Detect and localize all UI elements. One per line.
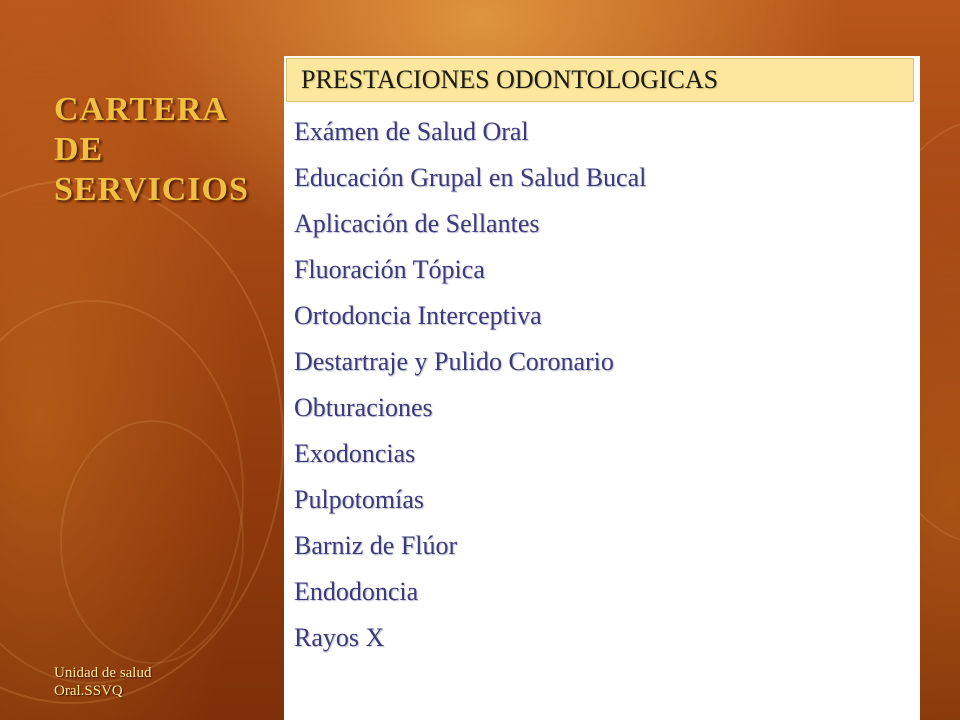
service-item: Pulpotomías — [294, 485, 425, 514]
service-item: Educación Grupal en Salud Bucal — [294, 163, 647, 192]
background-swirl — [60, 420, 244, 664]
service-item: Rayos X — [294, 623, 385, 652]
services-panel — [284, 56, 920, 720]
services-header — [286, 58, 914, 102]
service-item: Fluoración Tópica — [294, 255, 485, 284]
service-item: Endodoncia — [294, 577, 419, 606]
service-item: Exodoncias — [294, 439, 416, 468]
footer-text: Unidad de salud Oral.SSVQ — [54, 665, 152, 699]
service-item: Destartraje y Pulido Coronario — [294, 347, 614, 376]
service-item: Obturaciones — [294, 393, 433, 422]
slide-title: CARTERA DE SERVICIOS — [54, 91, 249, 208]
service-item: Barniz de Flúor — [294, 531, 458, 560]
service-item: Aplicación de Sellantes — [294, 209, 540, 238]
service-item: Exámen de Salud Oral — [294, 117, 529, 146]
services-list — [294, 112, 646, 664]
services-header-text: PRESTACIONES ODONTOLOGICAS — [301, 65, 719, 94]
service-item: Ortodoncia Interceptiva — [294, 301, 542, 330]
